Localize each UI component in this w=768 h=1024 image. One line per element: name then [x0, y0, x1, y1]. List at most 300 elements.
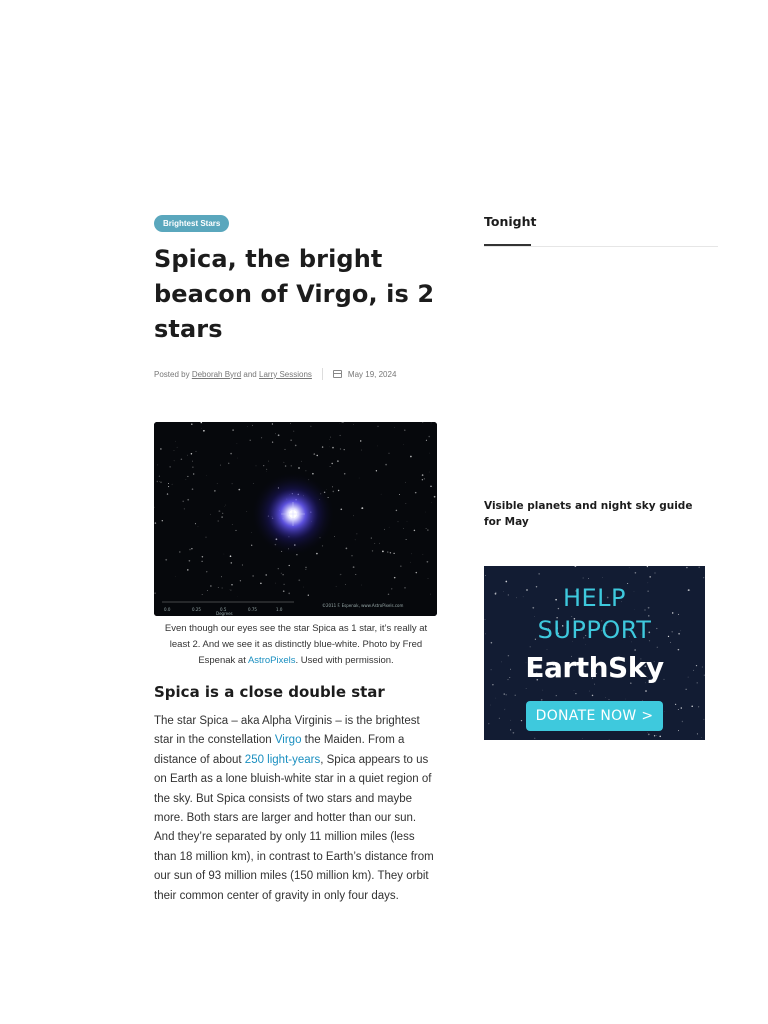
star-dot — [301, 461, 302, 462]
star-dot — [170, 466, 171, 467]
section-heading: Spica is a close double star — [154, 683, 385, 701]
star-dot — [403, 444, 404, 445]
star-dot — [485, 575, 486, 576]
star-dot — [306, 569, 307, 570]
star-dot — [381, 494, 382, 495]
star-dot — [575, 693, 576, 694]
star-dot — [405, 482, 406, 483]
posted-by-label: Posted by — [154, 369, 190, 379]
star-dot — [278, 434, 280, 436]
star-dot — [305, 567, 307, 569]
star-dot — [201, 428, 202, 429]
ad-line-support: SUPPORT — [537, 616, 652, 644]
star-dot — [230, 555, 232, 557]
star-dot — [186, 479, 187, 480]
star-dot — [427, 530, 428, 531]
star-dot — [346, 548, 348, 550]
star-dot — [510, 729, 511, 730]
star-dot — [253, 483, 254, 484]
star-dot — [230, 453, 232, 455]
star-dot — [649, 576, 651, 578]
star-dot — [698, 706, 699, 707]
star-dot — [678, 614, 679, 615]
star-dot — [410, 456, 412, 458]
star-dot — [275, 583, 276, 584]
scale-tick: 1.0 — [276, 607, 283, 612]
star-dot — [675, 704, 676, 705]
star-dot — [341, 574, 342, 575]
star-dot — [403, 528, 404, 529]
star-dot — [157, 481, 158, 482]
star-dot — [424, 478, 425, 479]
star-dot — [187, 499, 189, 501]
star-dot — [416, 572, 417, 573]
star-dot — [207, 590, 208, 591]
star-dot — [224, 554, 225, 555]
post-date: May 19, 2024 — [347, 369, 397, 379]
star-dot — [226, 505, 227, 506]
star-dot — [340, 575, 341, 576]
star-dot — [266, 469, 267, 470]
star-dot — [298, 467, 300, 469]
star-dot — [344, 473, 346, 475]
ad-brand: EarthSky — [525, 651, 664, 684]
star-dot — [609, 699, 610, 700]
star-dot — [174, 450, 175, 451]
star-dot — [678, 709, 679, 710]
star-dot — [647, 566, 648, 567]
star-dot — [703, 577, 704, 578]
star-dot — [371, 538, 372, 539]
star-dot — [314, 453, 316, 455]
star-dot — [154, 593, 155, 594]
star-dot — [252, 425, 253, 426]
star-dot — [515, 695, 516, 696]
star-dot — [332, 447, 334, 449]
star-dot — [187, 455, 188, 456]
star-dot — [275, 434, 276, 435]
star-dot — [187, 476, 188, 477]
star-dot — [198, 526, 199, 527]
star-dot — [250, 440, 251, 441]
star-dot — [260, 583, 261, 584]
star-dot — [206, 537, 207, 538]
star-dot — [338, 490, 339, 491]
star-dot — [351, 555, 352, 556]
article-meta — [154, 367, 438, 381]
star-dot — [278, 568, 279, 569]
spica-photo — [154, 422, 437, 616]
star-dot — [251, 532, 252, 533]
star-dot — [510, 720, 511, 721]
star-dot — [202, 561, 203, 562]
star-dot — [193, 473, 194, 474]
donate-ad[interactable] — [484, 566, 705, 740]
star-dot — [281, 573, 282, 574]
star-dot — [231, 584, 232, 585]
and-label: and — [243, 369, 257, 379]
paragraph-text: The star Spica – aka Alpha Virginis – is the brightest star in the constellation — [154, 715, 420, 747]
star-dot — [398, 521, 399, 522]
meta-divider — [322, 368, 323, 380]
star-dot — [285, 465, 287, 467]
star-dot — [505, 581, 507, 583]
star-dot — [222, 588, 223, 589]
star-dot — [394, 577, 396, 579]
star-dot — [293, 431, 294, 432]
star-dot — [382, 551, 384, 553]
sidebar-divider — [484, 244, 718, 247]
author-link-1[interactable]: Deborah Byrd — [191, 369, 242, 379]
star-dot — [332, 486, 333, 487]
star-dot — [430, 594, 431, 595]
paragraph-text: the Maiden. From a distance of about — [154, 734, 405, 766]
star-dot — [645, 690, 647, 692]
star-dot — [389, 453, 390, 454]
star-dot — [191, 453, 193, 455]
star-dot — [283, 584, 284, 585]
photo-credit: ©2011 F. Espenak, www.AstroPixels.com — [322, 603, 404, 608]
star-dot — [415, 492, 417, 494]
star-dot — [317, 455, 318, 456]
photo-caption — [154, 621, 438, 669]
star-dot — [682, 721, 683, 722]
star-dot — [336, 586, 337, 587]
star-dot — [405, 587, 406, 588]
star-dot — [310, 426, 311, 427]
star-dot — [256, 466, 257, 467]
star-dot — [391, 588, 392, 589]
article-paragraph — [154, 712, 438, 906]
star-dot — [218, 587, 219, 588]
star-dot — [588, 578, 589, 579]
virgo-link[interactable]: Virgo — [274, 734, 302, 747]
star-dot — [181, 458, 183, 460]
star-dot — [556, 695, 557, 696]
star-dot — [182, 501, 183, 502]
star-dot — [340, 448, 341, 449]
star-dot — [686, 689, 687, 690]
star-dot — [411, 554, 412, 555]
star-dot — [174, 460, 175, 461]
star-dot — [492, 684, 493, 685]
star-dot — [191, 423, 192, 424]
star-dot — [329, 439, 330, 440]
star-dot — [387, 552, 388, 553]
star-dot — [357, 534, 358, 535]
star-dot — [353, 566, 355, 568]
sidebar-article-link[interactable]: Visible planets and night sky guide for May — [484, 500, 693, 528]
sidebar — [484, 214, 718, 724]
star-dot — [231, 562, 233, 564]
star-dot — [388, 594, 389, 595]
star-dot — [272, 423, 273, 424]
star-dot — [659, 736, 660, 737]
star-dot — [513, 732, 515, 734]
star-dot — [172, 484, 173, 485]
star-dot — [322, 446, 323, 447]
ad-line-help: HELP — [562, 584, 627, 612]
star-dot — [203, 430, 205, 432]
star-dot — [428, 578, 429, 579]
star-dot — [322, 545, 323, 546]
star-dot — [585, 644, 586, 645]
star-dot — [414, 530, 416, 532]
star-dot — [547, 649, 548, 650]
star-dot — [219, 510, 221, 512]
star-dot — [196, 451, 197, 452]
star-dot — [220, 465, 221, 466]
star-dot — [506, 694, 507, 695]
star-dot — [434, 496, 436, 498]
scale-tick: 0.25 — [192, 607, 201, 612]
star-dot — [499, 718, 500, 719]
star-dot — [657, 647, 658, 648]
star-dot — [426, 440, 427, 441]
star-dot — [305, 470, 306, 471]
star-dot — [379, 543, 380, 544]
star-dot — [407, 521, 408, 522]
star-dot — [261, 437, 262, 438]
star-dot — [489, 723, 490, 724]
article — [154, 213, 438, 906]
star-dot — [242, 564, 243, 565]
light-years-link[interactable]: 250 light-years — [244, 753, 321, 766]
star-dot — [430, 453, 431, 454]
star-dot — [230, 590, 231, 591]
star-dot — [195, 523, 196, 524]
star-dot — [159, 476, 160, 477]
star-dot — [283, 590, 285, 592]
star-dot — [316, 553, 318, 555]
star-dot — [340, 508, 342, 510]
star-dot — [542, 690, 543, 691]
star-dot — [263, 465, 264, 466]
star-dot — [291, 440, 292, 441]
scale-tick: 0.75 — [248, 607, 257, 612]
star-dot — [340, 435, 341, 436]
star-dot — [686, 567, 687, 568]
star-dot — [308, 595, 309, 596]
star-dot — [159, 481, 160, 482]
star-dot — [232, 483, 233, 484]
star-dot — [222, 513, 223, 514]
star-dot — [353, 516, 354, 517]
star-dot — [701, 737, 702, 738]
star-dot — [664, 711, 665, 712]
star-dot — [678, 730, 679, 731]
star-dot — [158, 465, 159, 466]
star-dot — [361, 450, 362, 451]
category-badge[interactable]: Brightest Stars — [154, 215, 229, 232]
star-dot — [534, 738, 535, 739]
star-dot — [635, 572, 637, 574]
star-dot — [272, 441, 273, 442]
star-dot — [526, 688, 527, 689]
star-dot — [697, 733, 698, 734]
star-dot — [504, 694, 505, 695]
star-dot — [691, 705, 693, 707]
star-dot — [703, 719, 704, 720]
star-dot — [175, 441, 176, 442]
scale-label: Degrees — [216, 611, 233, 616]
star-dot — [232, 524, 233, 525]
star-dot — [589, 691, 590, 692]
star-dot — [530, 647, 531, 648]
star-dot — [583, 578, 584, 579]
star-dot — [376, 470, 377, 471]
scale-tick: 0.5 — [220, 607, 227, 612]
star-dot — [218, 520, 219, 521]
star-dot — [625, 699, 626, 700]
star-dot — [312, 473, 314, 475]
star-dot — [210, 585, 211, 586]
star-dot — [404, 430, 405, 431]
star-dot — [410, 562, 411, 563]
star-dot — [284, 449, 285, 450]
star-dot — [575, 566, 577, 567]
star-dot — [330, 466, 331, 467]
star-dot — [539, 573, 540, 574]
star-dot — [374, 543, 375, 544]
star-dot — [168, 483, 169, 484]
star-dot — [400, 566, 401, 567]
star-dot — [654, 735, 655, 736]
star-dot — [428, 436, 430, 438]
star-dot — [290, 423, 291, 424]
star-dot — [192, 488, 194, 490]
star-dot — [265, 574, 266, 575]
star-dot — [303, 587, 304, 588]
star-dot — [602, 577, 603, 578]
star-dot — [430, 486, 431, 487]
star-dot — [330, 437, 331, 438]
star-dot — [505, 709, 506, 710]
star-dot — [237, 443, 238, 444]
star-dot — [504, 710, 505, 711]
star-dot — [372, 550, 373, 551]
paragraph-text: , Spica appears to us on Earth as a lone bluish-white star in a quiet region of the sky. But Spica consists of two stars and maybe more. Both stars are larger and hotter than our sun. And they’re separated by only 11 million miles (less than 18 million km), in contrast to Earth’s distance from our sun of 93 million miles (150 million km). They orbit their common center of gravity in only four days. — [154, 753, 434, 902]
star-dot — [160, 448, 161, 449]
star-dot — [176, 576, 177, 577]
star-dot — [496, 698, 497, 699]
star-dot — [162, 520, 163, 521]
star-dot — [656, 735, 657, 736]
star-dot — [362, 507, 364, 509]
star-dot — [165, 559, 167, 561]
star-dot — [179, 551, 180, 552]
star-dot — [160, 482, 161, 483]
star-dot — [399, 494, 400, 495]
star-dot — [429, 472, 430, 473]
star-dot — [202, 556, 203, 557]
donate-now-button[interactable]: DONATE NOW > — [526, 701, 663, 731]
star-dot — [224, 506, 225, 507]
star-field-image — [154, 422, 437, 616]
star-dot — [167, 493, 168, 494]
star-dot — [355, 574, 356, 575]
star-dot — [334, 536, 335, 537]
star-dot — [284, 462, 285, 463]
article-title: Spica, the bright beacon of Virgo, is 2 stars — [154, 245, 435, 343]
star-dot — [360, 440, 361, 441]
star-dot — [189, 560, 191, 562]
star-dot — [427, 561, 429, 563]
star-dot — [289, 565, 290, 566]
author-link-2[interactable]: Larry Sessions — [259, 369, 312, 379]
star-dot — [192, 461, 193, 462]
star-dot — [191, 548, 192, 549]
star-dot — [235, 530, 236, 531]
calendar-icon — [333, 370, 342, 378]
star-dot — [377, 426, 378, 427]
astropixels-link[interactable]: AstroPixels — [247, 655, 296, 666]
star-dot — [431, 423, 432, 424]
star-dot — [192, 467, 193, 468]
star-dot — [337, 460, 339, 462]
star-dot — [221, 576, 222, 577]
star-dot — [282, 574, 283, 575]
star-dot — [184, 508, 185, 509]
star-dot — [423, 554, 424, 555]
star-dot — [396, 510, 398, 512]
star-dot — [177, 447, 178, 448]
star-dot — [251, 545, 252, 546]
star-dot — [405, 503, 406, 504]
star-dot — [232, 429, 233, 430]
star-dot — [155, 522, 156, 523]
star-dot — [214, 490, 215, 491]
star-dot — [648, 734, 650, 736]
star-dot — [206, 571, 207, 572]
caption-text: Even though our eyes see the star Spica as 1 star, it’s really at least 2. And we see it as distinctly blue-white. Photo by Fred Espenak at — [164, 623, 428, 666]
star-dot — [377, 446, 378, 447]
star-dot — [298, 579, 300, 581]
star-dot — [629, 567, 630, 568]
star-dot — [168, 486, 169, 487]
star-dot — [342, 422, 343, 423]
star-dot — [217, 483, 218, 484]
star-dot — [221, 516, 222, 517]
star-dot — [422, 474, 424, 476]
star-dot — [390, 552, 391, 553]
star-dot — [295, 445, 297, 447]
star-dot — [647, 732, 648, 733]
caption-text-end: . Used with permission. — [295, 655, 394, 666]
star-dot — [268, 461, 269, 462]
star-dot — [672, 612, 673, 613]
star-dot — [344, 449, 345, 450]
star-dot — [345, 584, 346, 585]
scale-tick: 0.0 — [164, 607, 171, 612]
star-dot — [353, 424, 354, 425]
star-dot — [210, 514, 211, 515]
star-dot — [385, 464, 387, 466]
star-dot — [331, 463, 332, 464]
star-dot — [422, 479, 423, 480]
star-dot — [333, 491, 335, 493]
star-dot — [189, 549, 191, 551]
star-dot — [592, 695, 594, 697]
sidebar-title: Tonight — [484, 214, 537, 229]
star-dot — [252, 575, 253, 576]
star-dot — [288, 593, 290, 595]
star-dot — [202, 594, 203, 595]
star-dot — [681, 707, 683, 709]
star-dot — [654, 572, 655, 573]
star-dot — [384, 529, 385, 530]
star-dot — [521, 720, 522, 721]
